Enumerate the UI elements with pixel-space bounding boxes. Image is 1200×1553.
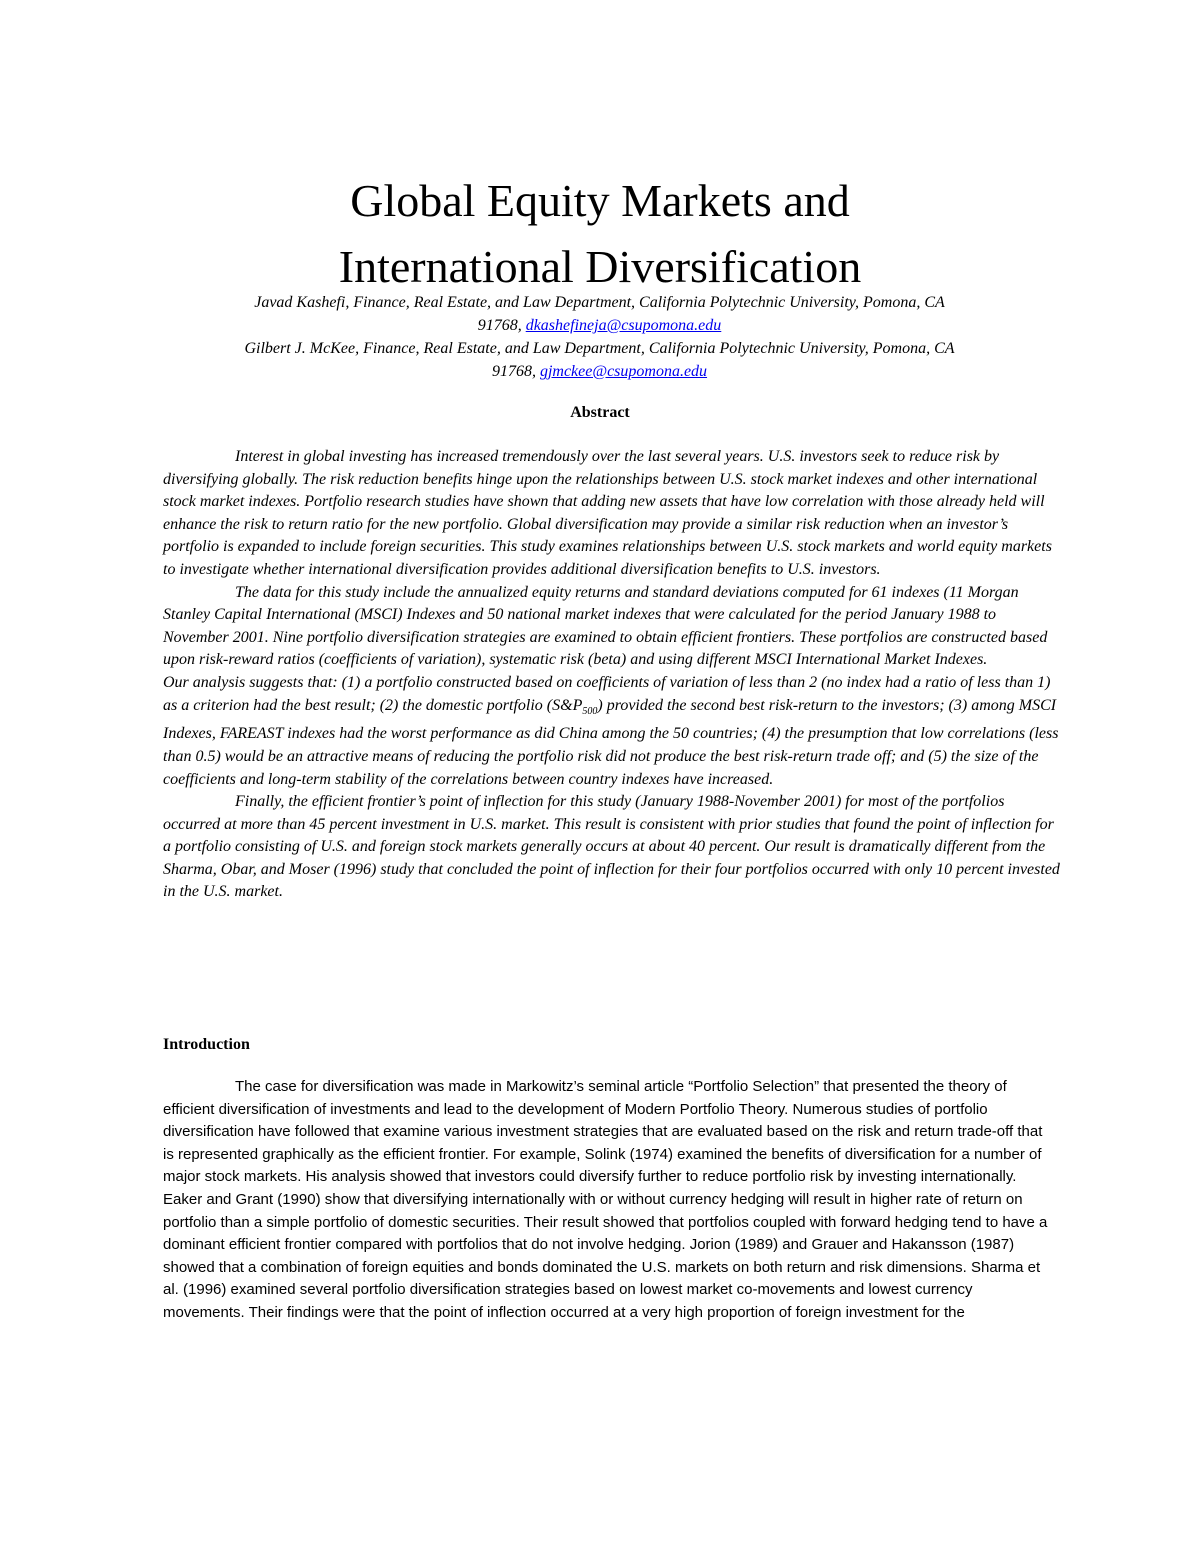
- author-affiliation: Gilbert J. McKee, Finance, Real Estate, and Law Department, California Polytechnic University, Pomona, CA: [244, 340, 955, 357]
- abstract-subscript: 500: [582, 705, 598, 717]
- author-affiliation: Javad Kashefi, Finance, Real Estate, and Law Department, California Polytechnic University, Pomona, CA: [254, 294, 945, 311]
- author-email-link[interactable]: dkashefineja@csupomona.edu: [525, 317, 722, 334]
- author-zip: 91768,: [477, 317, 526, 334]
- abstract-paragraph: Finally, the efficient frontier’s point of inflection for this study (January 1988-November 2001) for most of the portfolios occurred at more than 45 percent investment in U.S. market. This result is consistent with prior studies that found the point of inflection for a portfolio consisting of U.S. and foreign stock markets generally occurs at about 40 percent. Our result is dramatically different from the Sharma, Obar, and Moser (1996) study that concluded the point of inflection for their four portfolios occurred with only 10 percent invested in the U.S. market.: [163, 793, 1060, 901]
- paper-title-line-2: International Diversification: [338, 241, 862, 292]
- paper-title: [0, 168, 1200, 300]
- abstract-paragraph: Interest in global investing has increased tremendously over the last several years. U.S. investors seek to reduce risk by diversifying globally. The risk reduction benefits hinge upon the relationships between U.S. stock market indexes and other international stock market indexes. Portfolio research studies have shown that adding new assets that have low correlation with those already held will enhance the risk to return ratio for the new portfolio. Global diversification may provide a similar risk reduction when an investor’s portfolio is expanded to include foreign securities. This study examines relationships between U.S. stock markets and world equity markets to investigate whether international diversification provides additional diversification benefits to U.S. investors.: [163, 448, 1052, 578]
- author-list: [163, 291, 1036, 383]
- abstract-body: [163, 446, 1063, 904]
- abstract-heading: Abstract: [570, 404, 630, 421]
- author-entry: [163, 337, 1036, 383]
- author-entry: [163, 291, 1036, 337]
- abstract-paragraph: The data for this study include the annualized equity returns and standard deviations computed for 61 indexes (11 Morgan Stanley Capital International (MSCI) Indexes and 50 national market indexes that were calculated for the period January 1988 to November 2001. Nine portfolio diversification strategies are examined to obtain efficient frontiers. These portfolios are constructed based upon risk-reward ratios (coefficients of variation), systematic risk (beta) and using different MSCI International Market Indexes.: [163, 583, 1048, 669]
- abstract-text: ) provided the second best risk-return to the investors; (3) among MSCI Indexes, FAREAST indexes had the worst performance as did China among the 50 countries; (4) the presumption that low correlations (less than 0.5) would be an attractive means of reducing the portfolio risk did not produce the best risk-return trade off; and (5) the size of the coefficients and long-term stability of the correlations between country indexes have increased.: [163, 696, 1059, 788]
- paper-title-line-1: Global Equity Markets and: [350, 175, 850, 226]
- introduction-heading: Introduction: [163, 1036, 250, 1053]
- author-zip: 91768,: [491, 363, 540, 380]
- author-email-link[interactable]: gjmckee@csupomona.edu: [539, 363, 708, 380]
- abstract-paragraph: [163, 672, 1063, 791]
- introduction-paragraph: The case for diversification was made in Markowitz’s seminal article “Portfolio Selection” that presented the theory of efficient diversification of investments and lead to the development of Modern Portfolio Theory. Numerous studies of portfolio diversification have followed that examine various investment strategies that are evaluated based on the risk and return trade-off that is represented graphically as the efficient frontier. For example, Solink (1974) examined the benefits of diversification for a number of major stock markets. His analysis showed that investors could diversify further to reduce portfolio risk by investing internationally. Eaker and Grant (1990) show that diversifying internationally with or without currency hedging will result in higher rate of return on portfolio than a simple portfolio of domestic securities. Their result showed that portfolios coupled with forward hedging tend to have a dominant efficient frontier compared with portfolios that do not involve hedging. Jorion (1989) and Grauer and Hakansson (1987) showed that a combination of foreign equities and bonds dominated the U.S. markets on both return and risk dimensions. Sharma et al. (1996) examined several portfolio diversification strategies based on lowest market co-movements and lowest currency movements. Their findings were that the point of inflection occurred at a very high proportion of foreign investment for the: [163, 1078, 1048, 1321]
- abstract-text: Our analysis suggests that: (1) a portfolio constructed based on coefficients of variation of less than 2 (no index had a ratio of less than 1) as a criterion had the best result; (2) the domestic portfolio (S&P: [163, 673, 1051, 714]
- introduction-body: [163, 1076, 1057, 1325]
